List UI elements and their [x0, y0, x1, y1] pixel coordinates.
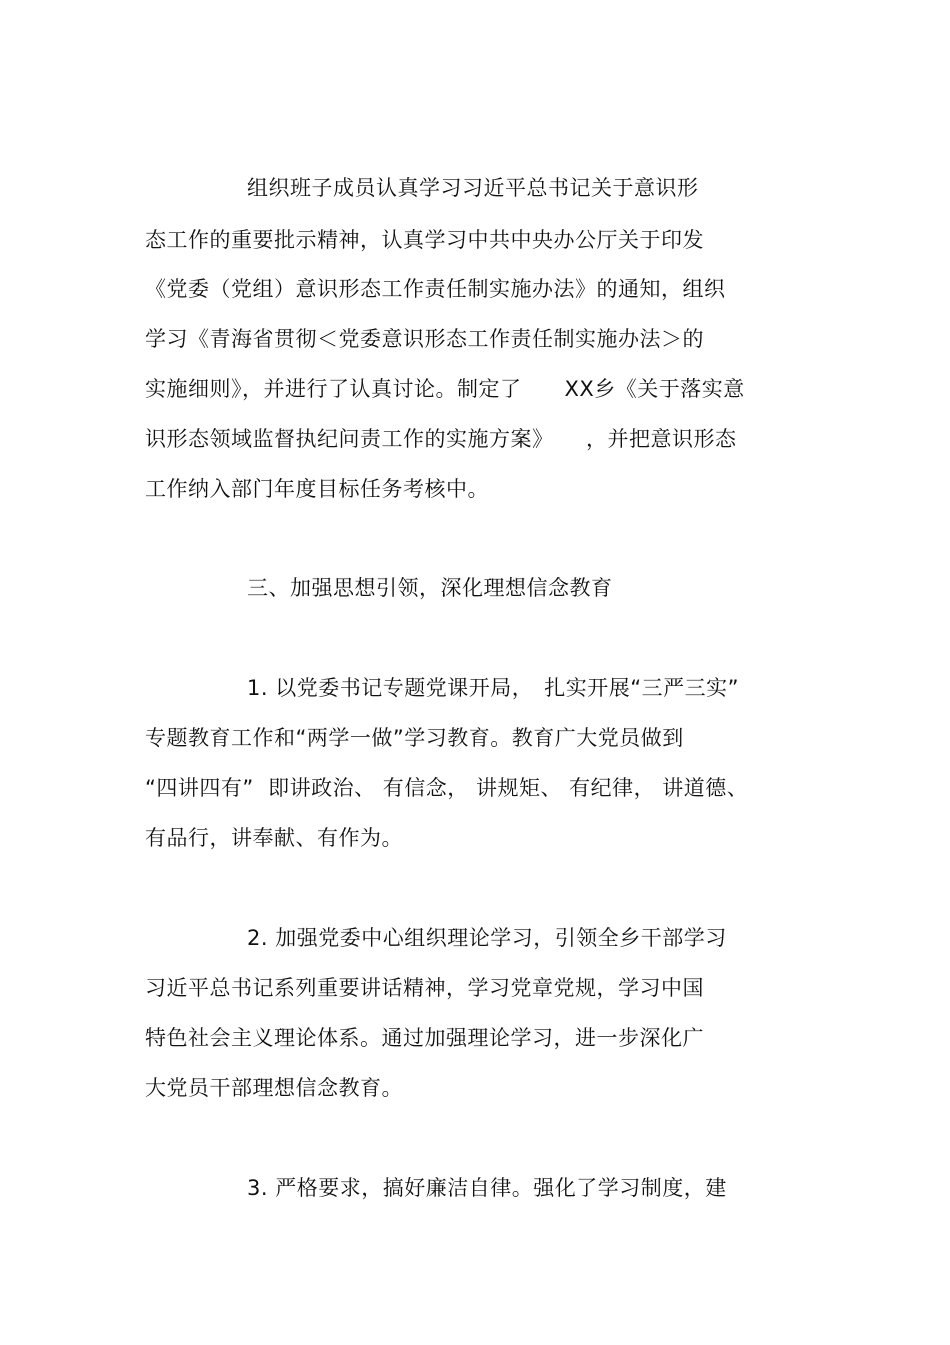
text-line: 2. 加强党委中心组织理论学习，引领全乡干部学习 — [247, 926, 727, 950]
text-line: 实施细则》，并进行了认真讨论。制定了 XX乡《关于落实意 — [145, 377, 745, 401]
text-line: 工作纳入部门年度目标任务考核中。 — [145, 477, 489, 501]
text-line: “四讲四有” 即讲政治、 有信念， 讲规矩、 有纪律， 讲道德、 — [145, 776, 749, 800]
text-line: 《党委（党组）意识形态工作责任制实施办法》的通知，组织 — [145, 277, 726, 301]
text-line: 学习《青海省贯彻＜党委意识形态工作责任制实施办法＞的 — [145, 327, 704, 351]
text-line: 专题教育工作和“两学一做”学习教育。教育广大党员做到 — [145, 726, 684, 750]
text-line: 习近平总书记系列重要讲话精神，学习党章党规，学习中国 — [145, 976, 704, 1000]
heading-text: 三、加强思想引领，深化理想信念教育 — [247, 576, 613, 600]
text-line: 3. 严格要求，搞好廉洁自律。强化了学习制度，建 — [247, 1176, 727, 1200]
text-line: 识形态领域监督执纪问责工作的实施方案》 ，并把意识形态 — [145, 427, 737, 451]
text-line: 态工作的重要批示精神，认真学习中共中央办公厅关于印发 — [145, 228, 704, 252]
text-line: 有品行，讲奉献、有作为。 — [145, 826, 403, 850]
text-line: 1. 以党委书记专题党课开局， 扎实开展“三严三实” — [247, 676, 739, 700]
text-line: 大党员干部理想信念教育。 — [145, 1076, 403, 1100]
text-line: 特色社会主义理论体系。通过加强理论学习，进一步深化广 — [145, 1026, 704, 1050]
text-line: 组织班子成员认真学习习近平总书记关于意识形 — [247, 176, 699, 200]
